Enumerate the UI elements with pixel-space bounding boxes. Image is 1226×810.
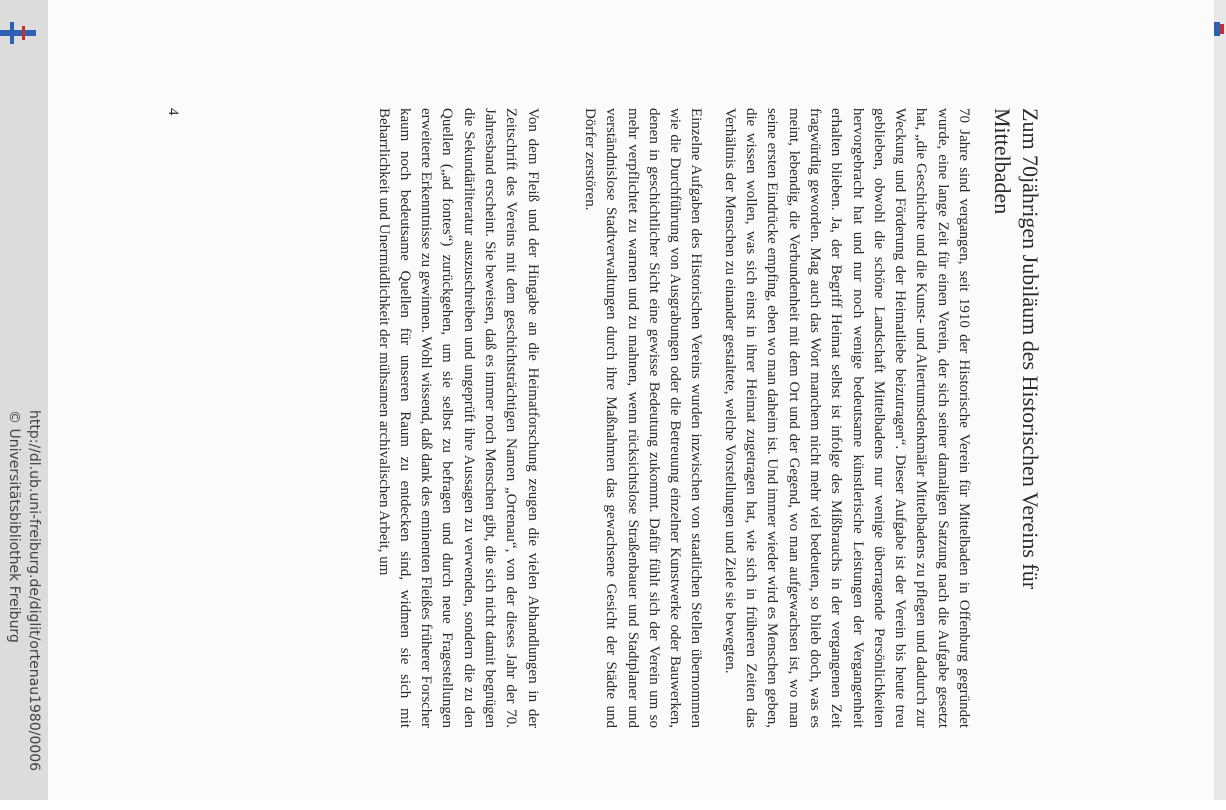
- scan-color-bar: [0, 30, 36, 36]
- article-paragraph-1: 70 Jahre sind vergangen, seit 1910 der Historische Verein für Mittelbaden in Offenburg gegründet wurde, eine lange Zeit für einen Verein, der sich seiner damaligen Satzung nach die Aufgabe gesetzt hat, „die Geschichte und die Kunst- und Altertumsdenkmäler Mittelbadens zu pflegen und dadurch zur Weckung und Förderung der Heimatliebe beizutragen“. Dieser Aufgabe ist der Verein bis heute treu geblieben, obwohl die schöne Landschaft Mittelbadens nur wenige überragende Persönlichkeiten hervorgebracht hat und nur noch wenige bedeutsame künstlerische Leistungen der Vergangenheit erhalten blieben. Ja, der Begriff Heimat selbst ist infolge des Mißbrauchs in der vergangenen Zeit fragwürdig geworden. Mag auch das Wort manchem nicht mehr viel bedeuten, so blieb doch, was es meint, lebendig, die Verbundenheit mit dem Ort und der Gegend, wo man aufgewachsen ist, wo man seine ersten Eindrücke empfing, eben wo man daheim ist. Und immer wieder wird es Menschen geben, die wissen wollen, was sich einst in ihrer Heimat zugetragen hat, wie sich in früheren Zeiten das Verhältnis der Menschen zu einander gestaltete, welche Vorstellungen und Ziele sie bewegten.: [721, 108, 972, 728]
- article-title: Zum 70jährigen Jubiläum des Historischen Vereins für Mittelbaden: [990, 108, 1043, 590]
- article-paragraph-3: Von dem Fleiß und der Hingabe an die Heimatforschung zeugen die vielen Abhandlungen in der Zeitschrift des Vereins mit dem geschichtsträchtigen Namen „Ortenau“, von der dieses Jahr der 70. Jahresband erscheint. Sie beweisen, daß es immer noch Menschen gibt, die sich nicht damit begnügen die Sekundärliteratur auszuschreiben und ungeprüft ihre Aussagen zu verwenden, sondern die zu den Quellen („ad fontes“) zurückgehen, um sie selbst zu befragen und durch neue Fragestellungen erweiterte Erkenntnisse zu gewinnen. Wohl wissend, daß dank des eminenten Fleißes früherer Forscher kaum noch bedeutsame Quellen für unseren Raum zu entdecken sind, widmen sie sich mit Beharrlichkeit und Unermüdlichkeit der mühsamen archivalischen Arbeit, um: [375, 108, 541, 728]
- copyright-notice: © Universitätsbibliothek Freiburg: [6, 410, 22, 643]
- viewer-right-margin: [1214, 0, 1226, 800]
- page-number: 4: [165, 108, 181, 116]
- article-paragraph-2: Einzelne Aufgaben des Historischen Vereins wurden inzwischen von staatlichen Stellen übernommen wie die Durchführung von Ausgrabungen oder die Betreuung einzelner Kunstwerke oder Bauwerken, denen in geschichtlicher Sicht eine gewisse Bedeutung zukommt. Dafür fühlt sich der Verein um so mehr verpflichtet zu warnen und zu mahnen, wenn rücksichtslose Straßenbauer und Stadtplaner und verständnislose Stadtverwaltungen durch ihre Maßnahmen das gewachsene Gesicht der Städte und Dörfer zerstören.: [581, 108, 705, 728]
- source-footer: [0, 410, 44, 810]
- scan-color-bar-right-red: [1220, 24, 1224, 34]
- scan-color-bar-red: [22, 26, 25, 40]
- scan-color-bar-vertical: [10, 22, 14, 44]
- source-url[interactable]: http://dl.ub.uni-freiburg.de/diglit/ortenau1980/0006: [26, 410, 42, 772]
- article-content: [164, 108, 1044, 728]
